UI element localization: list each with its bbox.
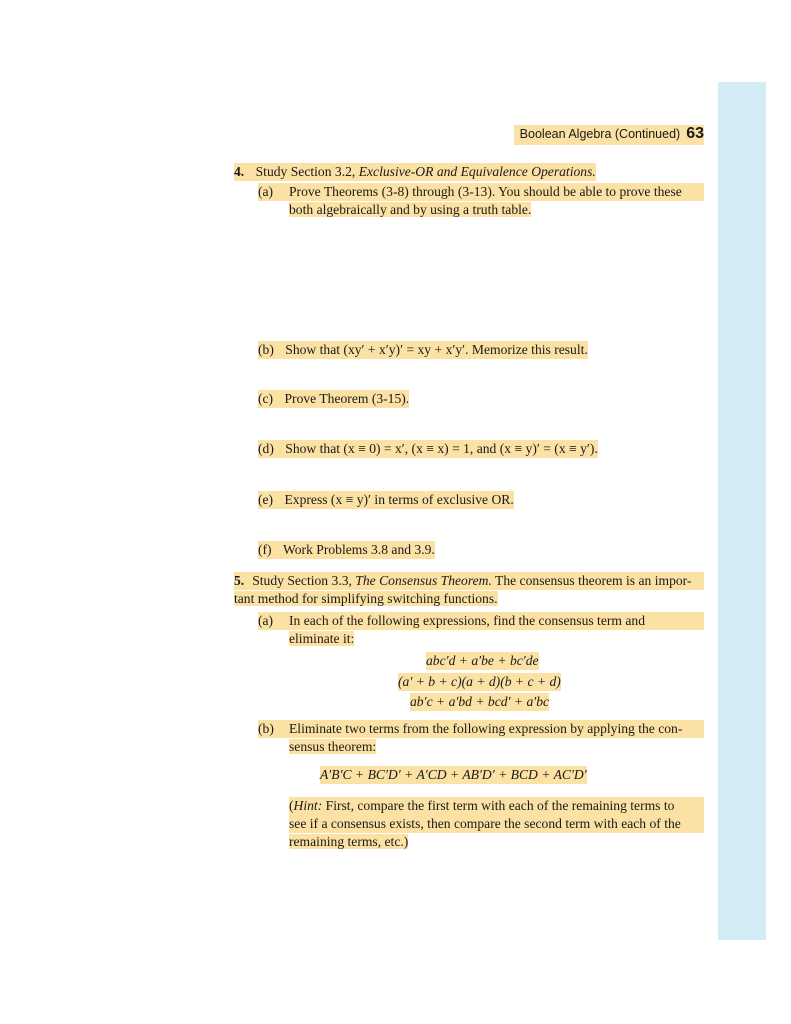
question-5-intro-rest: The consensus theorem is an impor-: [491, 573, 692, 588]
question-4f: [258, 541, 435, 559]
question-5a-expression-1: abc′d + a′be + bc′de: [426, 653, 539, 668]
question-4d: [258, 440, 598, 458]
question-4e-text: Express (x ≡ y)′ in terms of exclusive OR.: [284, 492, 514, 507]
question-5b-label: (b): [258, 721, 274, 736]
question-5a-expression-3: ab′c + a′bd + bcd′ + a′bc: [410, 694, 550, 709]
question-5b-expression: A′B′C + BC′D′ + A′CD + AB′D′ + BCD + AC′D′: [320, 767, 587, 782]
question-4-title: Exclusive-OR and Equivalence Operations.: [358, 164, 596, 179]
question-5b-hint: [289, 797, 704, 851]
hint-line3: remaining terms, etc.): [289, 834, 409, 849]
question-4d-text: Show that (x ≡ 0) = x′, (x ≡ x) = 1, and (x ≡ y)′ = (x ≡ y′).: [285, 441, 598, 456]
question-5a-line1: In each of the following expressions, find the consensus term and: [289, 613, 645, 628]
question-5a-line2: eliminate it:: [289, 631, 355, 646]
question-5b-line2: sensus theorem:: [289, 739, 377, 754]
running-header: [514, 125, 704, 145]
question-5a-label: (a): [258, 613, 274, 628]
question-4b-text: Show that (xy′ + x′y)′ = xy + x′y′. Memorize this result.: [285, 342, 588, 357]
question-4a-line1: Prove Theorems (3-8) through (3-13). You should be able to prove these: [289, 184, 682, 199]
question-5a-expression-2: (a′ + b + c)(a + d)(b + c + d): [398, 674, 561, 689]
hint-label: Hint:: [293, 798, 323, 813]
question-4d-label: (d): [258, 441, 274, 456]
question-4b: [258, 341, 588, 359]
question-5b: [258, 720, 704, 756]
question-5b-line1: Eliminate two terms from the following expression by applying the con-: [289, 721, 683, 736]
page-margin-tab: [718, 82, 766, 940]
question-4a-label: (a): [258, 184, 274, 199]
hint-line1: First, compare the first term with each of the remaining terms to: [322, 798, 675, 813]
question-5-number: 5.: [234, 573, 245, 588]
hint-line2: see if a consensus exists, then compare the second term with each of the: [289, 815, 704, 833]
question-4f-label: (f): [258, 542, 272, 557]
question-4c: [258, 390, 409, 408]
question-4-heading: [234, 163, 596, 181]
question-5-title: The Consensus Theorem.: [355, 573, 492, 588]
page-number: 63: [686, 125, 704, 142]
question-4e: [258, 491, 514, 509]
question-4c-label: (c): [258, 391, 274, 406]
question-5-intro: Study Section 3.3,: [252, 573, 356, 588]
question-4e-label: (e): [258, 492, 274, 507]
running-title: Boolean Algebra (Continued): [519, 127, 681, 141]
question-4-number: 4.: [234, 164, 245, 179]
hint-open-paren: (: [289, 798, 294, 813]
question-5a: [258, 612, 704, 648]
question-4a-line2: both algebraically and by using a truth table.: [289, 202, 532, 217]
question-4b-label: (b): [258, 342, 274, 357]
question-5-line2: tant method for simplifying switching functions.: [234, 591, 498, 606]
question-4f-text: Work Problems 3.8 and 3.9.: [283, 542, 435, 557]
question-5-heading: [234, 572, 704, 608]
question-4a: [258, 183, 704, 219]
question-4c-text: Prove Theorem (3-15).: [284, 391, 410, 406]
question-4-intro: Study Section 3.2,: [255, 164, 359, 179]
